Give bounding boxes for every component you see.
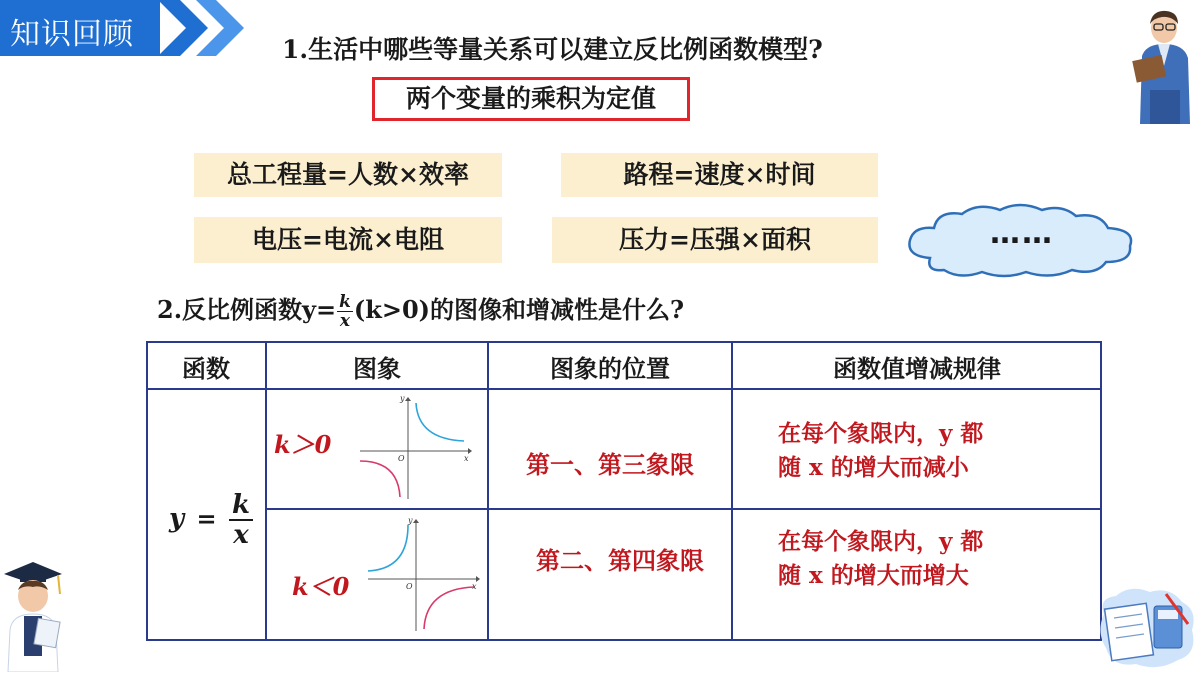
student-avatar: [2, 560, 64, 672]
header-function: 函数: [182, 354, 230, 383]
formula-lhs: y: [169, 503, 185, 534]
graph2-x-label: x: [472, 582, 477, 591]
graph2-origin-label: O: [406, 582, 413, 591]
position-k-negative: 第二、第四象限: [536, 546, 704, 575]
position-k-positive: 第一、第三象限: [526, 450, 694, 479]
q2-suffix: (k>0)的图像和增减性是什么?: [353, 295, 685, 324]
formula-voltage: 电压=电流×电阻: [194, 217, 502, 263]
section-title: 知识回顾: [10, 17, 134, 52]
ellipsis-cloud: [900, 200, 1140, 284]
rule-k-positive: [778, 417, 983, 485]
formula-equals: =: [196, 503, 217, 533]
rule1-line2: 随 x 的增大而减小: [778, 454, 969, 481]
k-positive-label: k＞0: [274, 430, 332, 459]
header-position: 图象的位置: [550, 354, 670, 383]
rule2-line2: 随 x 的增大而增大: [778, 562, 969, 589]
graph1-x-label: x: [464, 454, 469, 463]
question-1: 1.生活中哪些等量关系可以建立反比例函数模型?: [282, 35, 823, 64]
formula-distance: 路程=速度×时间: [561, 153, 878, 197]
graph1-y-label: y: [400, 395, 405, 403]
section-badge: [0, 0, 160, 56]
header-graph: 图象: [353, 354, 401, 383]
answer-box: 两个变量的乘积为定值: [372, 77, 690, 121]
q2-fraction-num: k: [339, 292, 351, 312]
cloud-ellipsis: ……: [990, 216, 1054, 251]
formula-fraction: [229, 491, 253, 549]
chevron-arrows-icon: [158, 0, 258, 56]
q2-fraction-den: x: [339, 311, 351, 331]
rule-k-negative: [778, 525, 983, 593]
formula-den: x: [233, 520, 249, 550]
properties-table: [146, 341, 1102, 641]
question-2: [157, 290, 684, 330]
rule2-line1: 在每个象限内，y 都: [778, 528, 984, 555]
rule1-line1: 在每个象限内，y 都: [778, 420, 984, 447]
function-formula: [166, 491, 256, 549]
header-rule: 函数值增减规律: [833, 354, 1001, 383]
teacher-avatar: [1128, 6, 1198, 126]
q2-prefix: 2.反比例函数y=: [157, 295, 337, 324]
graph-k-negative: [364, 517, 480, 633]
formula-work: 总工程量=人数×效率: [194, 153, 502, 197]
q2-fraction: [337, 293, 353, 330]
graph-k-positive: [356, 395, 472, 501]
formula-num: k: [229, 491, 253, 521]
formula-pressure: 压力=压强×面积: [552, 217, 878, 263]
table-grid: [146, 341, 1102, 641]
k-negative-label: k＜0: [292, 572, 350, 601]
graph1-origin-label: O: [398, 454, 405, 463]
graph2-y-label: y: [408, 517, 413, 525]
math-notes-icon: [1096, 584, 1198, 672]
